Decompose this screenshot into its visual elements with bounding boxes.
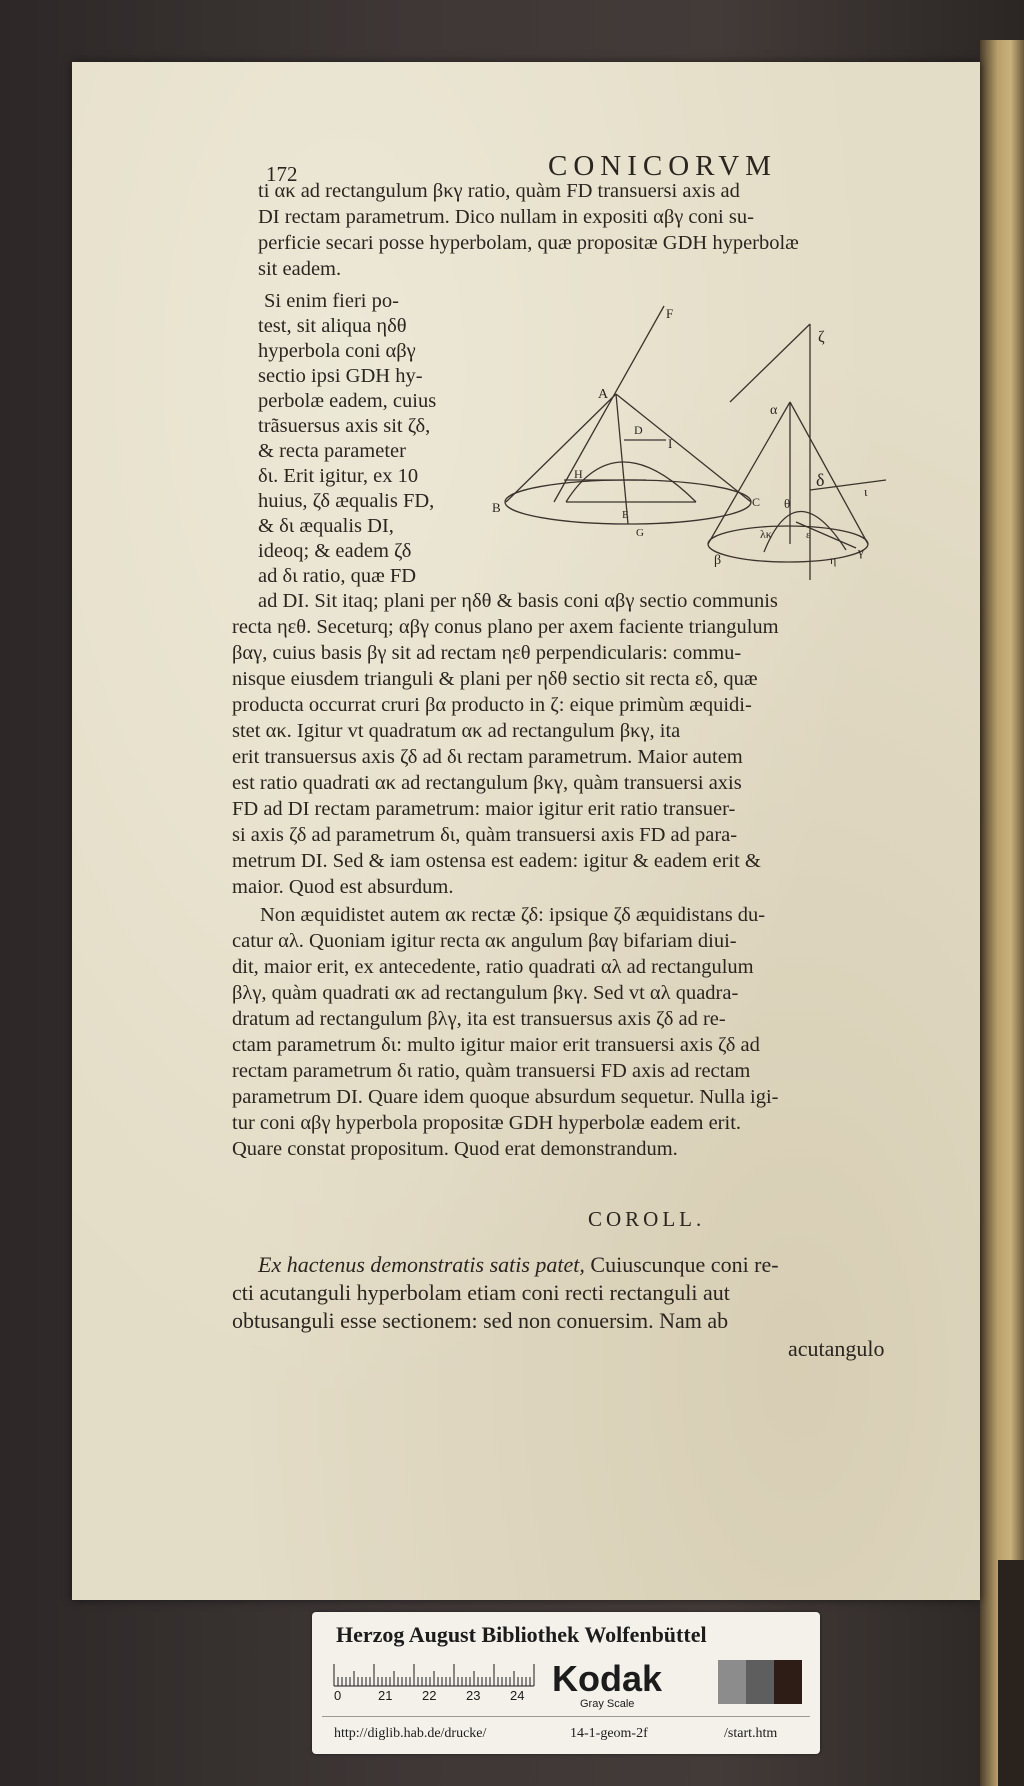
text-line: nisque eiusdem trianguli & plani per ηδθ sectio sit recta εδ, quæ (232, 668, 758, 690)
text-line: stet ακ. Igitur vt quadratum ακ ad rectangulum βκγ, ita (232, 720, 681, 742)
right-hyperbola (764, 511, 846, 552)
catchword: acutangulo (788, 1336, 885, 1361)
text-line: recta ηεθ. Seceturq; αβγ conus plano per axem faciente triangulum (232, 616, 779, 638)
text-line: hyperbola coni αβγ (258, 340, 416, 362)
text-line-content: Ex hactenus demonstratis satis patet, Cuiuscunque coni re- (258, 1252, 779, 1277)
kodak-logo: Kodak (552, 1658, 663, 1699)
figure-label: A (598, 387, 609, 402)
text-line: perbolæ eadem, cuius (258, 390, 437, 412)
book-page (72, 62, 980, 1600)
right-cone-zeta-line (730, 324, 810, 402)
gray-scale-swatches (718, 1660, 802, 1704)
cone-diagram (492, 302, 890, 626)
text-line: cti acutanguli hyperbolam etiam coni recti rectanguli aut (232, 1280, 730, 1305)
right-cone-base (708, 526, 868, 562)
figure-label: θ (784, 496, 791, 511)
text-line: ad DI. Sit itaq; plani per ηδθ & basis coni αβγ sectio communis (258, 590, 778, 612)
figure-label: λκ (760, 527, 772, 541)
right-section-line (796, 522, 856, 548)
text-line: parametrum DI. Quare idem quoque absurdum sequetur. Nulla igi- (232, 1086, 779, 1108)
left-cone-height (616, 394, 628, 524)
italic-lead: Ex hactenus demonstratis satis patet, (258, 1252, 585, 1277)
figure-label: ε (806, 529, 811, 541)
url-mid: 14-1-geom-2f (570, 1726, 648, 1741)
figure-label: G (636, 527, 644, 539)
stamp-divider (322, 1716, 810, 1717)
figure-label: H (574, 467, 583, 481)
figure-label: D (634, 423, 643, 437)
library-stamp (312, 1612, 820, 1754)
text-line: ideoq; & eadem ζδ (258, 540, 412, 562)
text-line: rectam parametrum δι ratio, quàm transuersi FD axis ad rectam (232, 1060, 751, 1082)
text-line: & recta parameter (258, 440, 406, 462)
left-cone-side (506, 394, 616, 502)
text-line: tur coni αβγ hyperbola propositæ GDH hyperbolæ eadem erit. (232, 1112, 742, 1134)
text-line: dratum ad rectangulum βλγ, ita est transuersus axis ζδ ad re- (232, 1008, 726, 1030)
text-line: huius, ζδ æqualis FD, (258, 490, 435, 512)
text-line: perficie secari posse hyperbolam, quæ propositæ GDH hyperbolæ (258, 232, 799, 254)
gray-scale-label: Gray Scale (580, 1698, 635, 1710)
text-line: Si enim fieri po- (264, 290, 399, 312)
text-line: & δι æqualis DI, (258, 515, 394, 537)
text-line: sectio ipsi GDH hy- (258, 365, 423, 387)
text-line: si axis ζδ ad parametrum δι, quàm transuersi axis FD ad para- (232, 824, 738, 846)
text-line: catur αλ. Quoniam igitur recta ακ angulum βαγ bifariam diui- (232, 930, 737, 952)
text-line: erit transuersus axis ζδ ad δι rectam parametrum. Maior autem (232, 746, 743, 768)
right-cone-side (790, 402, 868, 544)
figure-label: B (492, 500, 501, 515)
right-cone-side (708, 402, 790, 544)
section-heading: COROLL. (588, 1207, 706, 1231)
text-line: Non æquidistet autem ακ rectæ ζδ: ipsique ζδ æquidistans du- (260, 904, 766, 926)
text-line: βλγ, quàm quadrati ακ ad rectangulum βκγ. Sed vt αλ quadra- (232, 982, 739, 1004)
text-line: obtusanguli esse sectionem: sed non conuersim. Nam ab (232, 1308, 729, 1333)
text-line: sit eadem. (258, 258, 342, 280)
running-head: CONICORVM (548, 150, 777, 182)
text-line: est ratio quadrati ακ ad rectangulum βκγ, quàm transuersi axis (232, 772, 742, 794)
url-right: /start.htm (724, 1726, 778, 1741)
ruler-number: 24 (510, 1688, 525, 1703)
ruler-number: 0 (334, 1688, 342, 1703)
text-line: DI rectam parametrum. Dico nullam in expositi αβγ coni su- (258, 206, 754, 228)
ruler-number: 21 (378, 1688, 393, 1703)
figure-label: E (622, 509, 629, 521)
figure-label: ι (864, 484, 868, 499)
text-line: producta occurrat cruri βα producto in ζ: eique primùm æquidi- (232, 694, 752, 716)
url-left: http://diglib.hab.de/drucke/ (334, 1726, 487, 1741)
figure-label: γ (858, 544, 864, 559)
figure-label: β (714, 553, 722, 568)
text-line: dit, maior erit, ex antecedente, ratio quadrati αλ ad rectangulum (232, 956, 754, 978)
text-line (258, 1252, 779, 1278)
page-number: 172 (266, 162, 298, 186)
figure-label: F (666, 306, 674, 321)
gray-swatch (746, 1660, 774, 1704)
text-line: Quare constat propositum. Quod erat demonstrandum. (232, 1138, 678, 1160)
text-line-content: ti ακ ad rectangulum βκγ ratio, quàm FD transuersi axis ad (258, 180, 740, 202)
text-line: test, sit aliqua ηδθ (258, 315, 407, 337)
text-line (258, 180, 952, 203)
figure-label: η (830, 553, 837, 567)
left-cone-axis-line (554, 306, 664, 502)
gray-swatch (718, 1660, 746, 1704)
text-line: ctam parametrum δι: multo igitur maior erit transuersi axis ζδ ad (232, 1034, 760, 1056)
ruler-number: 22 (422, 1688, 437, 1703)
text-line: βαγ, cuius basis βγ sit ad rectam ηεθ perpendicularis: commu- (232, 642, 742, 664)
next-page-edge (980, 40, 1024, 1786)
text-line: maior. Quod est absurdum. (232, 876, 454, 898)
text-line: trãsuersus axis sit ζδ, (258, 415, 431, 437)
text-line: ad δι ratio, quæ FD (258, 565, 417, 587)
ruler-number: 23 (466, 1688, 481, 1703)
text-line: metrum DI. Sed & iam ostensa est eadem: igitur & eadem erit & (232, 850, 761, 872)
library-name: Herzog August Bibliothek Wolfenbüttel (336, 1622, 707, 1647)
text-line: FD ad DI rectam parametrum: maior igitur erit ratio transuer- (232, 798, 736, 820)
figure-label: δ (816, 470, 825, 490)
figure-label: α (770, 403, 778, 418)
book-edge-shadow (998, 1560, 1024, 1786)
figure-label: C (752, 495, 761, 509)
figure-label: I (668, 436, 673, 451)
text-line: δι. Erit igitur, ex 10 (258, 465, 419, 487)
left-cone-side (616, 394, 751, 502)
figure-label: ζ (818, 329, 825, 346)
gray-swatch (774, 1660, 802, 1704)
